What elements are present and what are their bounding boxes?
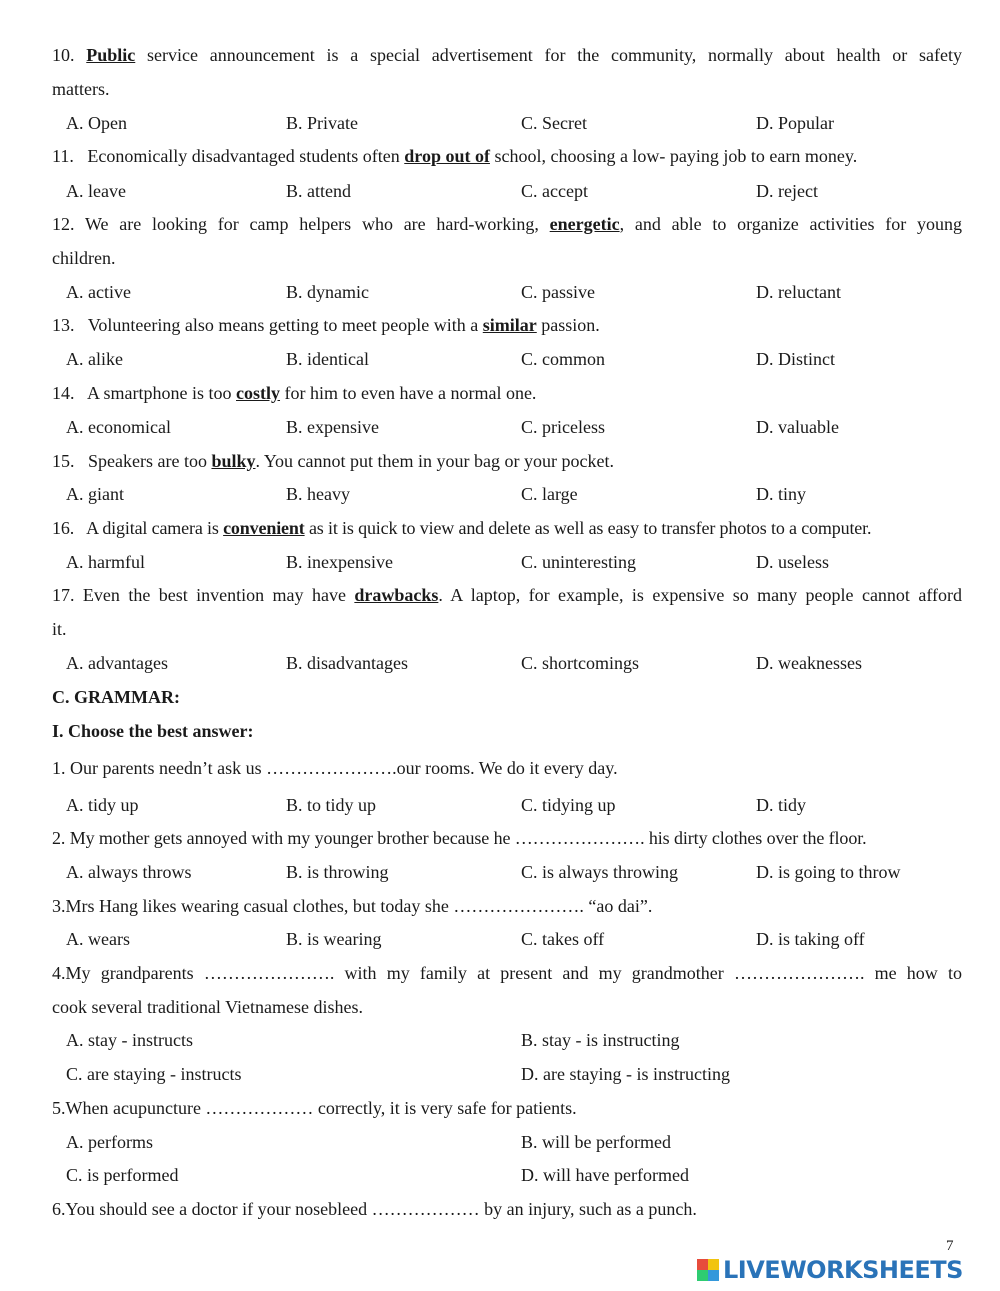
keyword: costly — [236, 383, 281, 403]
question-11 — [52, 145, 962, 167]
question-text: school, choosing a low- paying job to earn money. — [489, 146, 858, 166]
grammar-question-3: 3.Mrs Hang likes wearing casual clothes, but today she …………………. “ao dai”. — [52, 896, 653, 916]
logo-square-red — [697, 1259, 708, 1270]
grammar-question-3-options — [66, 928, 966, 950]
grammar-question-2: 2. My mother gets annoyed with my younger brother because he …………………. his dirty clothes over the floor. — [52, 828, 867, 848]
option-a[interactable]: A. wears — [66, 929, 130, 949]
keyword: similar — [482, 315, 537, 335]
option-c[interactable]: C. passive — [521, 282, 595, 302]
option-b[interactable]: B. Private — [286, 113, 358, 133]
option-d[interactable]: D. will have performed — [521, 1165, 689, 1185]
option-b[interactable]: B. stay - is instructing — [521, 1030, 680, 1050]
option-d[interactable]: D. Distinct — [756, 349, 835, 369]
option-c[interactable]: C. tidying up — [521, 795, 616, 815]
grammar-question-4: 4.My grandparents …………………. with my family at present and my grandmother …………………. me how to — [52, 963, 962, 983]
option-a[interactable]: A. always throws — [66, 862, 192, 882]
question-number: 11. — [52, 146, 74, 166]
question-17-options — [66, 652, 966, 674]
page-number: 7 — [946, 1238, 954, 1254]
keyword: drop out of — [404, 146, 490, 166]
logo-square-yellow — [708, 1259, 719, 1270]
question-number: 13. — [52, 315, 75, 335]
option-c[interactable]: C. shortcomings — [521, 653, 640, 673]
option-b[interactable]: B. attend — [286, 181, 351, 201]
grammar-question-6: 6.You should see a doctor if your nosebleed ……………… by an injury, such as a punch. — [52, 1199, 697, 1219]
option-a[interactable]: A. economical — [66, 417, 171, 437]
question-text: Speakers are too — [88, 451, 212, 471]
option-d[interactable]: D. tidy — [756, 795, 807, 815]
grammar-question-1-options — [66, 794, 966, 816]
question-number: 16. — [52, 518, 75, 538]
option-c[interactable]: C. uninteresting — [521, 552, 636, 572]
question-15-options — [66, 483, 966, 505]
option-c[interactable]: C. is always throwing — [521, 862, 678, 882]
question-10-options — [66, 112, 966, 134]
question-text: A smartphone is too — [87, 383, 237, 403]
option-b[interactable]: B. dynamic — [286, 282, 369, 302]
question-text: . You cannot put them in your bag or your pocket. — [255, 451, 614, 471]
option-d[interactable]: D. valuable — [756, 417, 839, 437]
option-d[interactable]: D. is taking off — [756, 929, 865, 949]
option-c[interactable]: C. takes off — [521, 929, 605, 949]
question-14 — [52, 382, 962, 404]
option-d[interactable]: D. is going to throw — [756, 862, 901, 882]
question-17 — [52, 584, 962, 606]
question-text: A digital camera is — [86, 518, 224, 538]
question-14-options — [66, 416, 966, 438]
question-text: as it is quick to view and delete as well as easy to transfer photos to a computer. — [304, 518, 872, 538]
logo-icon — [697, 1259, 719, 1281]
option-b[interactable]: B. is wearing — [286, 929, 382, 949]
option-b[interactable]: B. identical — [286, 349, 369, 369]
question-13 — [52, 314, 962, 336]
option-a[interactable]: A. stay - instructs — [66, 1030, 193, 1050]
question-10 — [52, 44, 962, 66]
option-b[interactable]: B. heavy — [286, 484, 350, 504]
option-d[interactable]: D. reluctant — [756, 282, 841, 302]
question-text: Even the best invention may have — [82, 585, 355, 605]
subsection-heading: I. Choose the best answer: — [52, 721, 254, 741]
keyword: bulky — [211, 451, 256, 471]
question-16 — [52, 517, 962, 539]
option-a[interactable]: A. Open — [66, 113, 127, 133]
question-text: Volunteering also means getting to meet people with a — [87, 315, 483, 335]
option-b[interactable]: B. expensive — [286, 417, 379, 437]
logo-text: LIVEWORKSHEETS — [723, 1256, 963, 1284]
grammar-question-1: 1. Our parents needn’t ask us ………………….our rooms. We do it every day. — [52, 758, 618, 778]
grammar-question-5-options-row-2 — [66, 1164, 966, 1186]
option-b[interactable]: B. will be performed — [521, 1132, 671, 1152]
question-12 — [52, 213, 962, 235]
option-b[interactable]: B. is throwing — [286, 862, 389, 882]
option-d[interactable]: D. are staying - is instructing — [521, 1064, 730, 1084]
option-d[interactable]: D. weaknesses — [756, 653, 862, 673]
option-c[interactable]: C. priceless — [521, 417, 605, 437]
question-11-options — [66, 180, 966, 202]
question-16-options — [66, 551, 966, 573]
option-a[interactable]: A. harmful — [66, 552, 145, 572]
option-a[interactable]: A. leave — [66, 181, 126, 201]
option-b[interactable]: B. to tidy up — [286, 795, 377, 815]
option-d[interactable]: D. Popular — [756, 113, 834, 133]
option-d[interactable]: D. tiny — [756, 484, 807, 504]
grammar-question-4-continuation: cook several traditional Vietnamese dishes. — [52, 997, 363, 1017]
question-number: 12. — [52, 214, 75, 234]
option-a[interactable]: A. active — [66, 282, 131, 302]
question-text: service announcement is a special advertisement for the community, normally about health or safety — [135, 45, 963, 65]
question-13-options — [66, 348, 966, 370]
option-c[interactable]: C. common — [521, 349, 605, 369]
option-a[interactable]: A. performs — [66, 1132, 153, 1152]
question-number: 17. — [52, 585, 75, 605]
option-c[interactable]: C. are staying - instructs — [66, 1064, 242, 1084]
question-10-continuation: matters. — [52, 79, 110, 99]
grammar-question-5: 5.When acupuncture ……………… correctly, it is very safe for patients. — [52, 1098, 577, 1118]
question-text: We are looking for camp helpers who are hard-working, — [84, 214, 550, 234]
question-number: 14. — [52, 383, 75, 403]
option-b[interactable]: B. disadvantages — [286, 653, 408, 673]
keyword: convenient — [223, 518, 305, 538]
option-a[interactable]: A. giant — [66, 484, 124, 504]
question-text: passion. — [536, 315, 600, 335]
grammar-question-4-options-row-2 — [66, 1063, 966, 1085]
option-d[interactable]: D. reject — [756, 181, 818, 201]
question-12-continuation: children. — [52, 248, 116, 268]
logo-square-blue — [708, 1270, 719, 1281]
logo-square-green — [697, 1270, 708, 1281]
option-a[interactable]: A. advantages — [66, 653, 168, 673]
section-heading: C. GRAMMAR: — [52, 687, 180, 707]
option-c[interactable]: C. is performed — [66, 1165, 179, 1185]
question-text: for him to even have a normal one. — [280, 383, 537, 403]
question-text: , and able to organize activities for young — [619, 214, 962, 234]
keyword: energetic — [549, 214, 620, 234]
question-17-continuation: it. — [52, 619, 67, 639]
option-d[interactable]: D. useless — [756, 552, 829, 572]
option-b[interactable]: B. inexpensive — [286, 552, 393, 572]
grammar-question-4-options-row-1 — [66, 1029, 966, 1051]
grammar-question-2-options — [66, 861, 966, 883]
question-15 — [52, 450, 962, 472]
grammar-question-5-options-row-1 — [66, 1131, 966, 1153]
keyword: Public — [86, 45, 136, 65]
option-c[interactable]: C. accept — [521, 181, 588, 201]
question-number: 10. — [52, 45, 75, 65]
question-number: 15. — [52, 451, 75, 471]
option-a[interactable]: A. tidy up — [66, 795, 139, 815]
option-a[interactable]: A. alike — [66, 349, 123, 369]
keyword: drawbacks — [354, 585, 439, 605]
question-text: . A laptop, for example, is expensive so many people cannot afford — [438, 585, 963, 605]
liveworksheets-logo[interactable] — [697, 1256, 963, 1284]
option-c[interactable]: C. large — [521, 484, 578, 504]
question-text: Economically disadvantaged students often — [87, 146, 405, 166]
option-c[interactable]: C. Secret — [521, 113, 587, 133]
question-12-options — [66, 281, 966, 303]
